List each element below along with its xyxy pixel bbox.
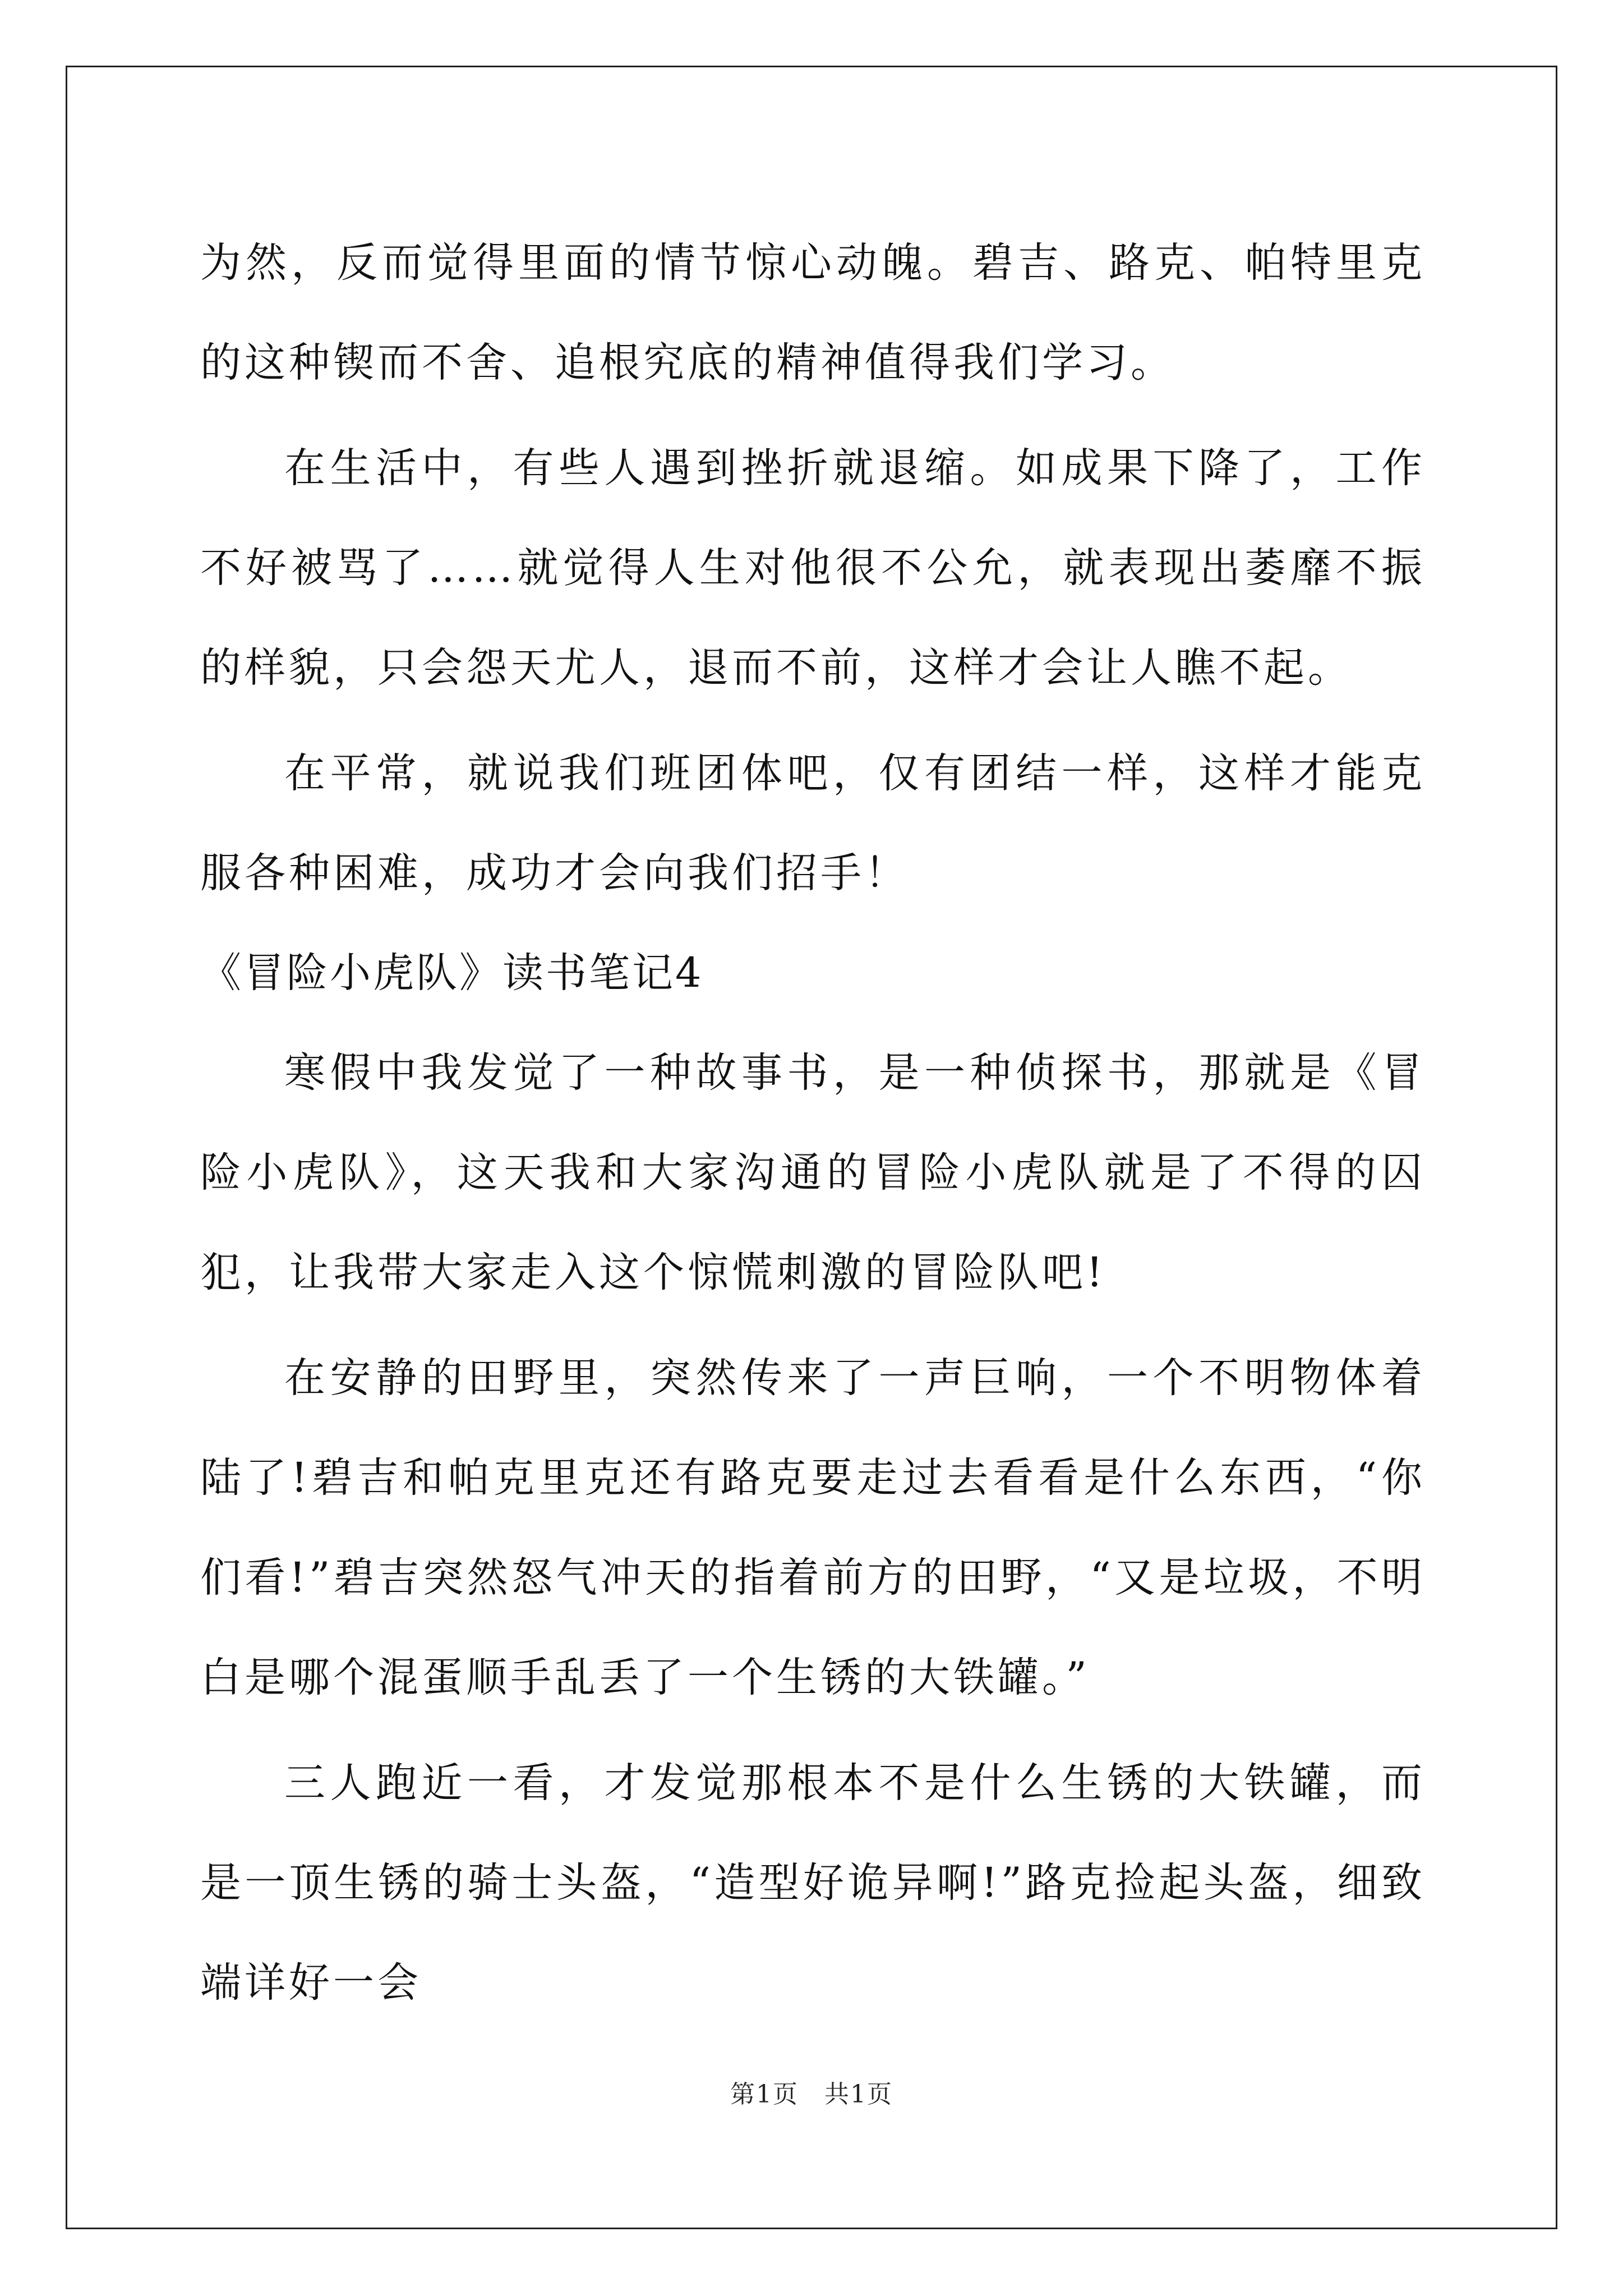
paragraph-1: 为然，反而觉得里面的情节惊心动魄。碧吉、路克、帕特里克的这种锲而不舍、追根究底的精神值得我们学习。: [200, 239, 1426, 386]
paragraph-5: 在安静的田野里，突然传来了一声巨响，一个不明物体着陆了!碧吉和帕克里克还有路克要走过去看看是什么东西，“你们看!”碧吉突然怒气冲天的指着前方的田野，“又是垃圾，不明白是哪个混蛋顺手乱丢了一个生锈的大铁罐。”: [200, 1354, 1426, 1701]
document-body: [200, 213, 1426, 2033]
paragraph-2: 在生活中，有些人遇到挫折就退缩。如成果下降了，工作不好被骂了……就觉得人生对他很不公允，就表现出萎靡不振的样貌，只会怨天尤人，退而不前，这样才会让人瞧不起。: [200, 444, 1426, 692]
paragraph-4: 寒假中我发觉了一种故事书，是一种侦探书，那就是《冒险小虎队》，这天我和大家沟通的冒险小虎队就是了不得的囚犯，让我带大家走入这个惊慌刺激的冒险队吧!: [200, 1049, 1426, 1296]
section-heading: 《冒险小虎队》读书笔记4: [200, 949, 704, 997]
paragraph-3: 在平常，就说我们班团体吧，仅有团结一样，这样才能克服各种困难，成功才会向我们招手！: [200, 749, 1426, 897]
paragraph-6: 三人跑近一看，才发觉那根本不是什么生锈的大铁罐，而是一顶生锈的骑士头盔，“造型好诡异啊!”路克捡起头盔，细致端详好一会: [200, 1759, 1426, 2007]
page-number-footer: 第1页 共1页: [730, 2080, 893, 2109]
